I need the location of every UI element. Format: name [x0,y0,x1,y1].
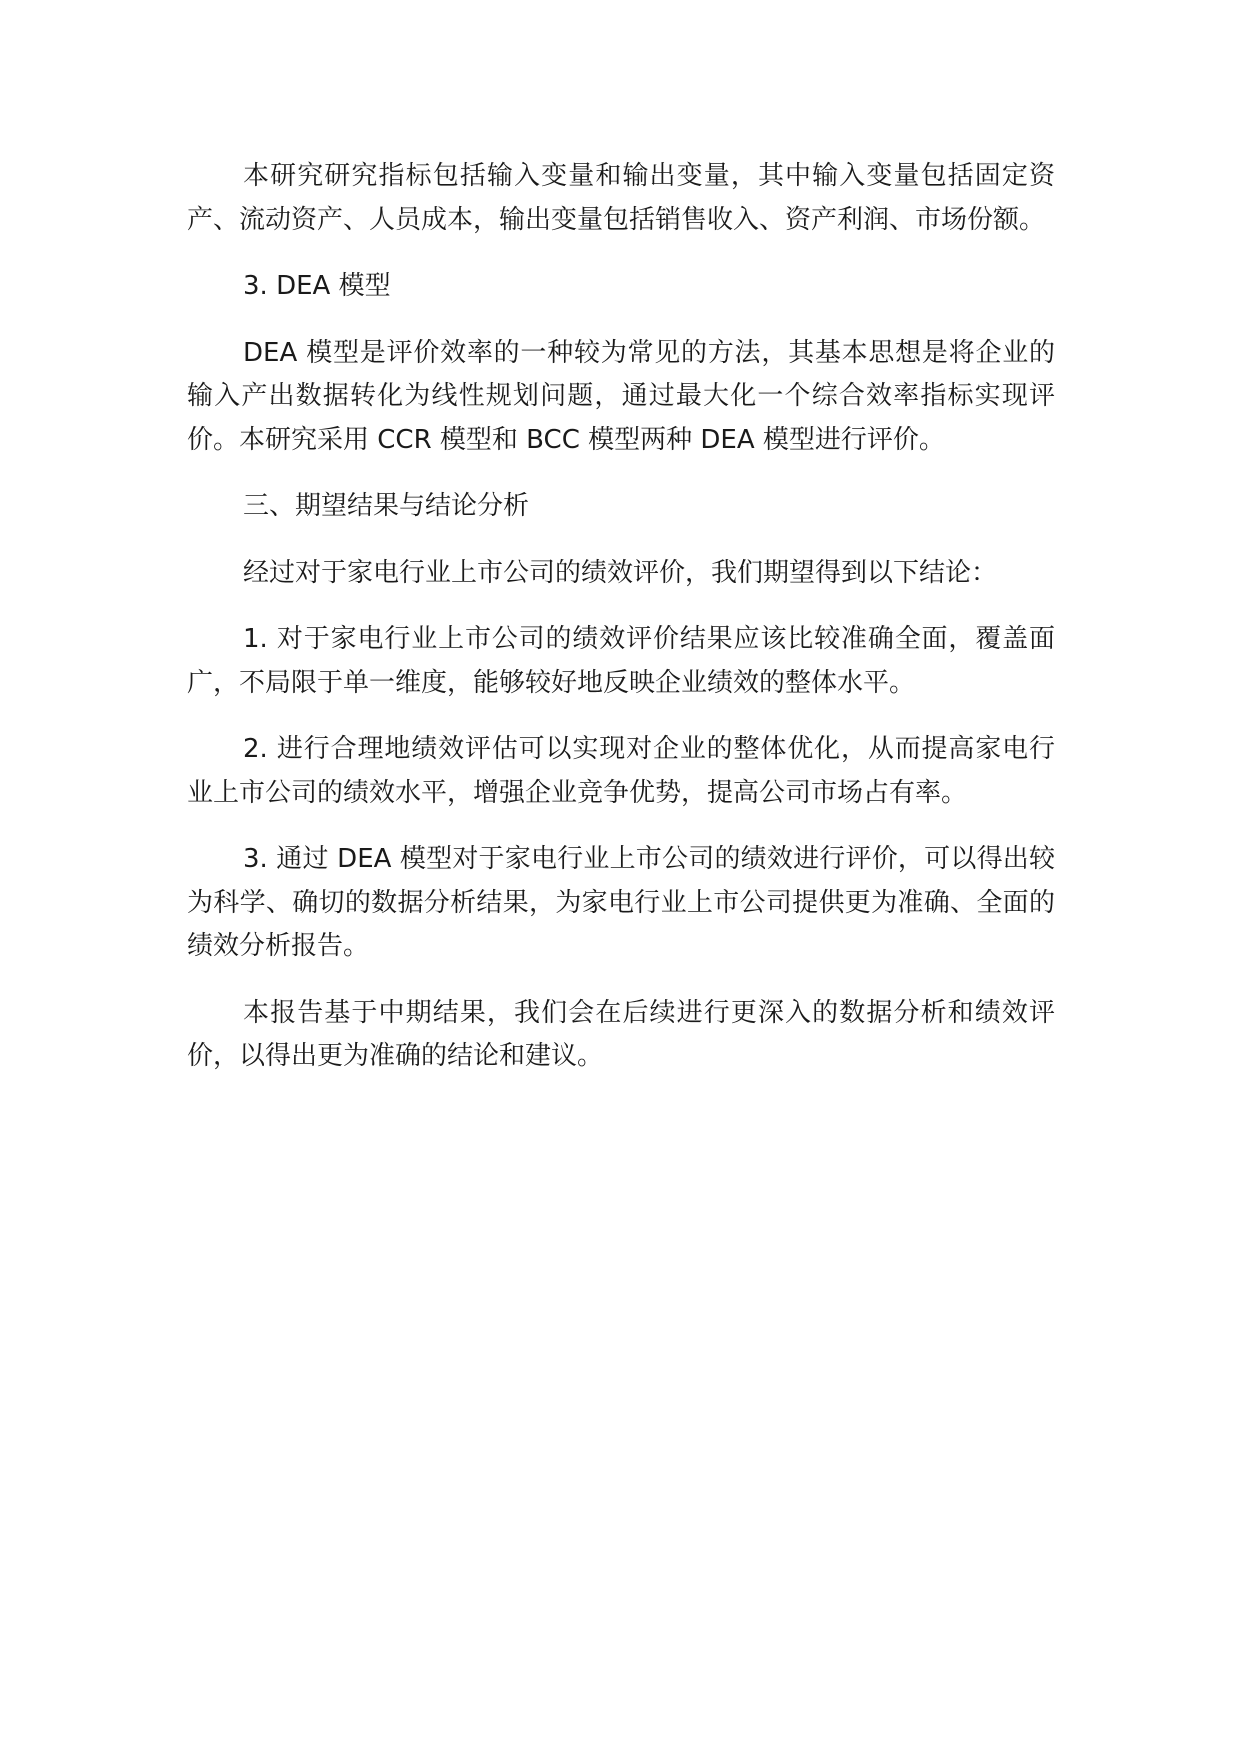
list-item-conclusion-1: 1. 对于家电行业上市公司的绩效评价结果应该比较准确全面，覆盖面广，不局限于单一维度，能够较好地反映企业绩效的整体水平。 [187,624,1055,698]
section-heading-dea-model: 3. DEA 模型 [243,271,391,301]
section-heading-expected-results: 三、期望结果与结论分析 [243,491,530,521]
paragraph-report-closing: 本报告基于中期结果，我们会在后续进行更深入的数据分析和绩效评价，以得出更为准确的结论和建议。 [187,997,1055,1071]
paragraph-conclusion-intro: 经过对于家电行业上市公司的绩效评价，我们期望得到以下结论： [243,557,998,588]
paragraph-research-indicators: 本研究研究指标包括输入变量和输出变量，其中输入变量包括固定资产、流动资产、人员成本，输出变量包括销售收入、资产利润、市场份额。 [187,161,1055,235]
paragraph-dea-description: DEA 模型是评价效率的一种较为常见的方法，其基本思想是将企业的输入产出数据转化为线性规划问题，通过最大化一个综合效率指标实现评价。本研究采用 CCR 模型和 BCC 模型两种 DEA 模型进行评价。 [187,337,1055,455]
list-item-conclusion-2: 2. 进行合理地绩效评估可以实现对企业的整体优化，从而提高家电行业上市公司的绩效水平，增强企业竞争优势，提高公司市场占有率。 [187,734,1055,808]
document-body [187,155,1055,1102]
list-item-conclusion-3: 3. 通过 DEA 模型对于家电行业上市公司的绩效进行评价，可以得出较为科学、确切的数据分析结果，为家电行业上市公司提供更为准确、全面的绩效分析报告。 [187,844,1055,961]
